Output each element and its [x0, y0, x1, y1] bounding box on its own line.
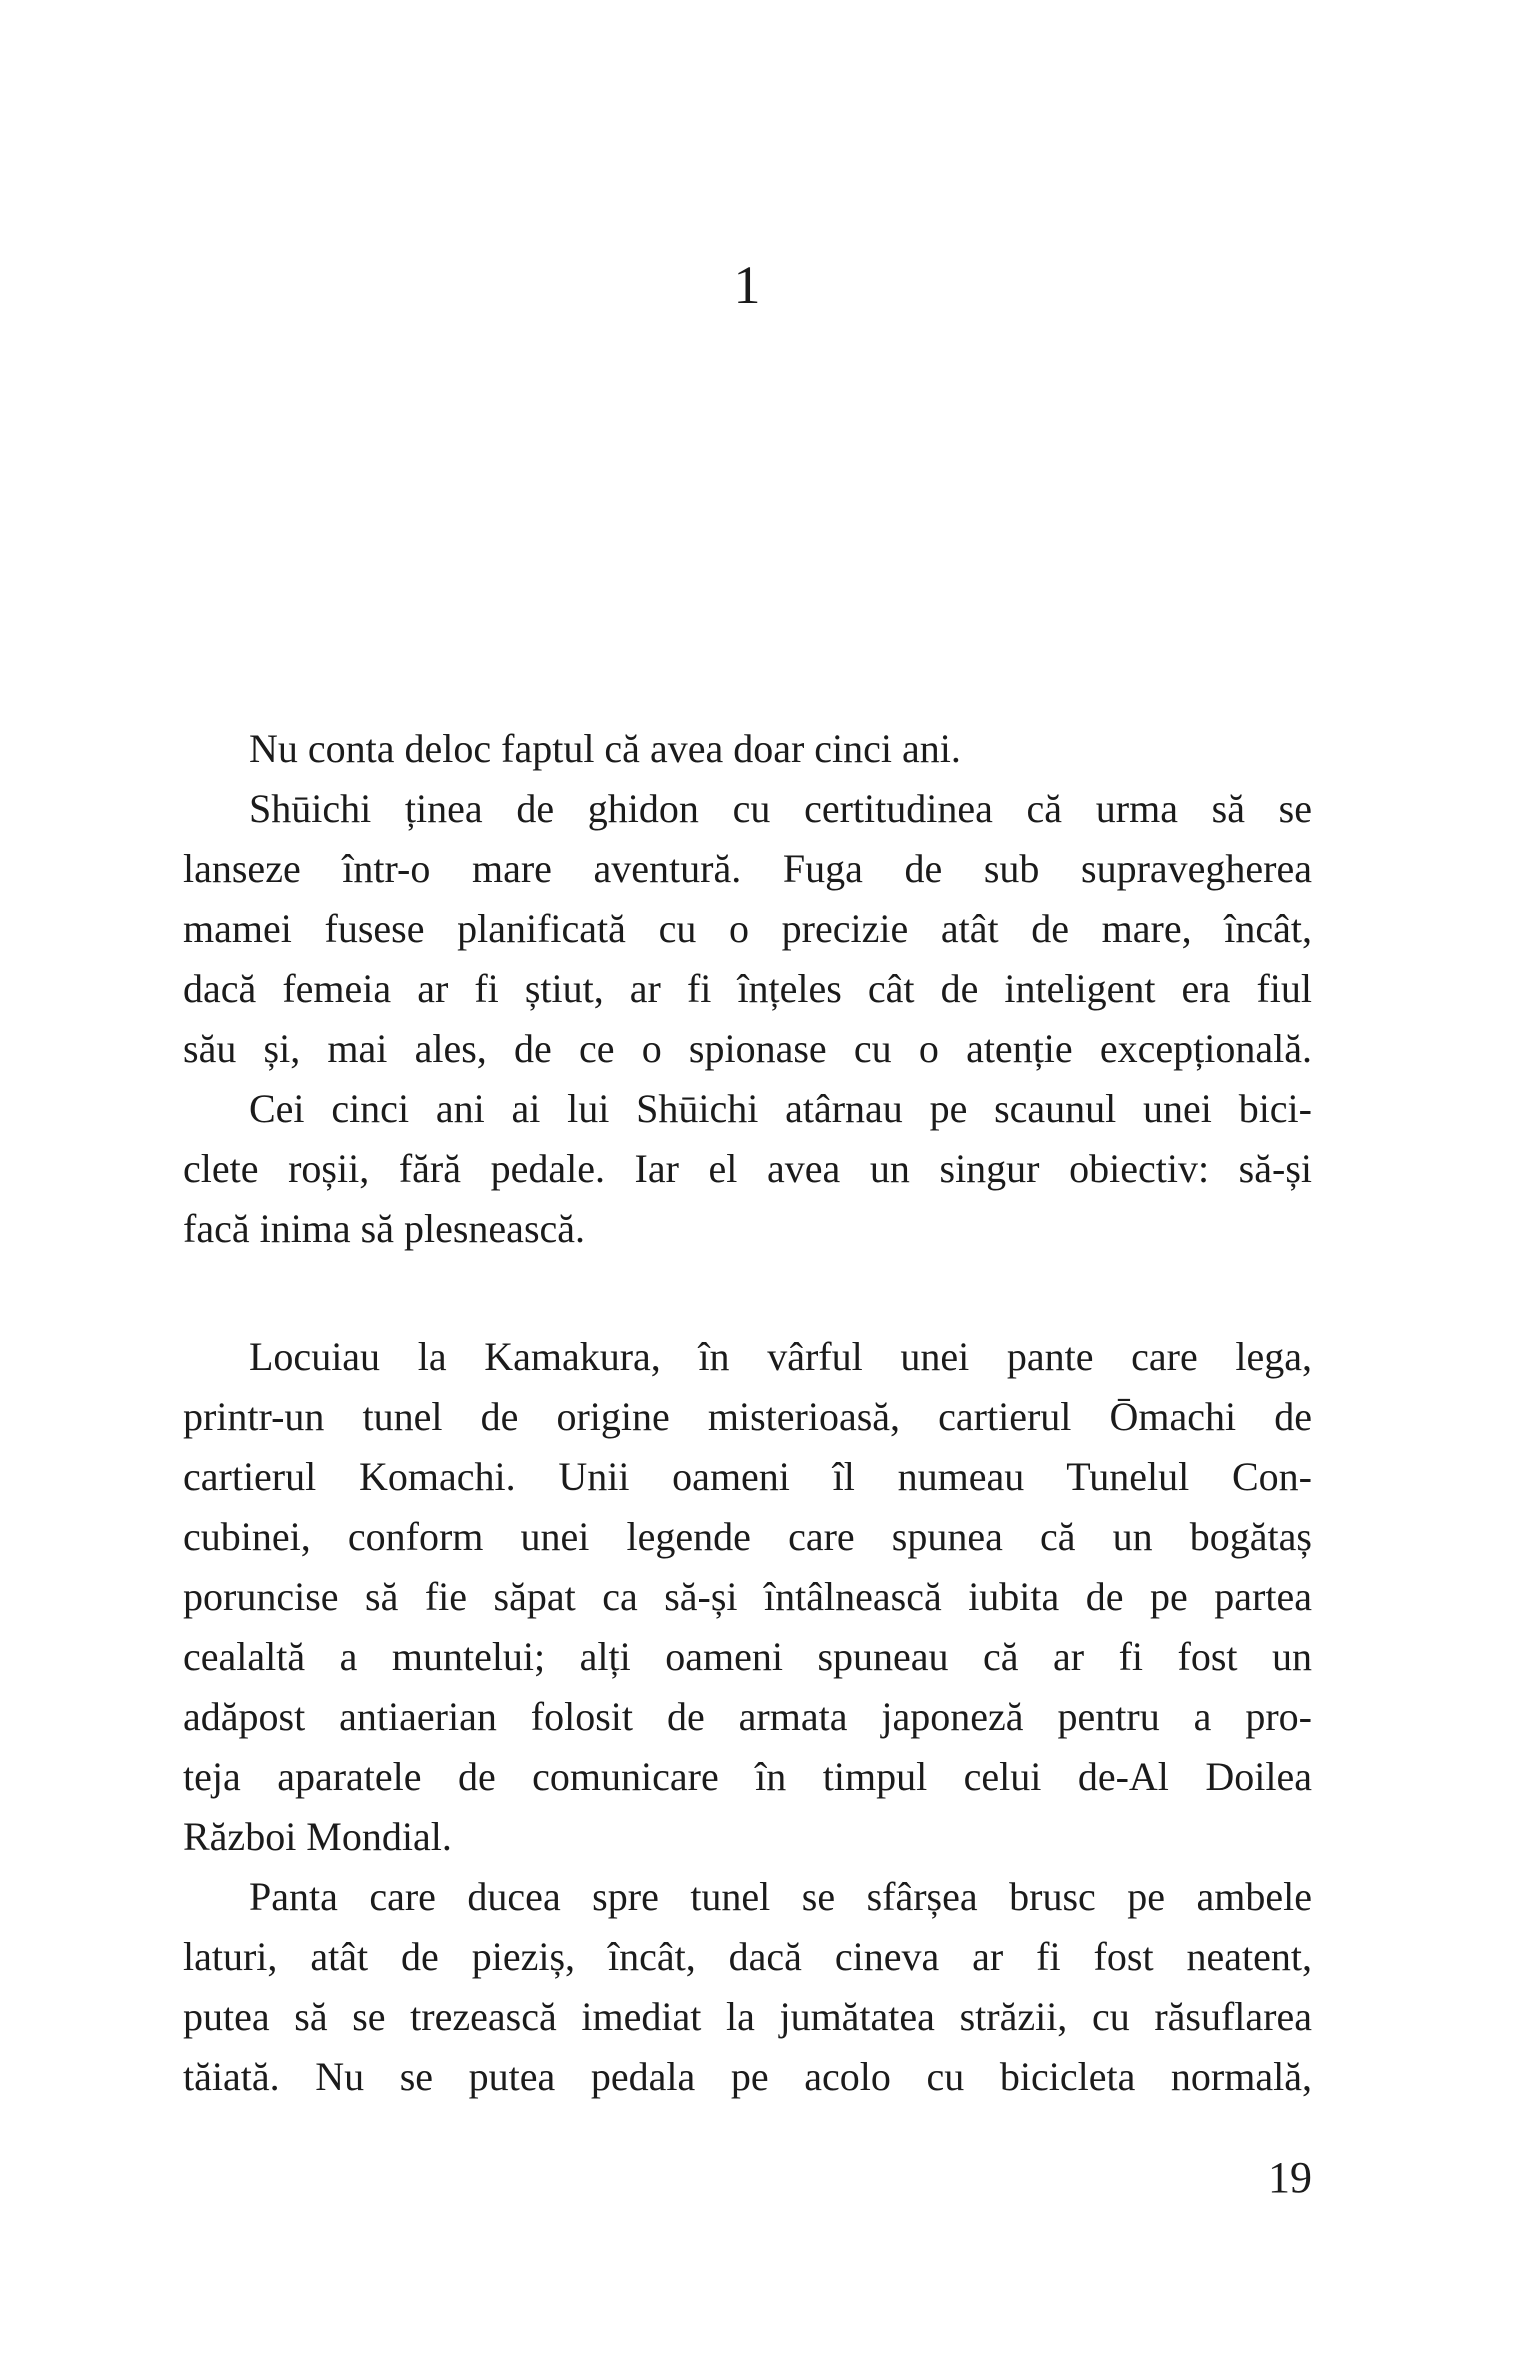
text-line: facă inima să plesnească.	[183, 1206, 586, 1251]
text-line: poruncise să fie săpat ca să-și întâlnească iubita de pe partea	[183, 1574, 1312, 1619]
paragraph	[183, 779, 1312, 1079]
chapter-number: 1	[733, 255, 762, 315]
text-line: Locuiau la Kamakura, în vârful unei pante care lega,	[249, 1334, 1312, 1379]
paragraph	[183, 1327, 1312, 1867]
text-line: Război Mondial.	[183, 1814, 452, 1859]
text-line: cartierul Komachi. Unii oameni îl numeau Tunelul Con-	[183, 1454, 1312, 1499]
text-line: mamei fusese planificată cu o precizie atât de mare, încât,	[183, 906, 1312, 951]
page-number: 19	[1268, 2153, 1312, 2202]
text-line: Shūichi ținea de ghidon cu certitudinea că urma să se	[249, 786, 1312, 831]
text-line: Panta care ducea spre tunel se sfârșea brusc pe ambele	[249, 1874, 1312, 1919]
text-line: printr-un tunel de origine misterioasă, cartierul Ōmachi de	[183, 1394, 1312, 1439]
text-line: dacă femeia ar fi știut, ar fi înțeles cât de inteligent era fiul	[183, 966, 1312, 1011]
text-line: cealaltă a muntelui; alți oameni spuneau că ar fi fost un	[183, 1634, 1312, 1679]
text-line: clete roșii, fără pedale. Iar el avea un singur obiectiv: să-și	[183, 1146, 1312, 1191]
text-line: său și, mai ales, de ce o spionase cu o atenție excepțională.	[183, 1026, 1312, 1071]
text-line: Nu conta deloc faptul că avea doar cinci ani.	[249, 726, 961, 771]
text-line: tăiată. Nu se putea pedala pe acolo cu bicicleta normală,	[183, 2054, 1312, 2099]
text-line: adăpost antiaerian folosit de armata japoneză pentru a pro-	[183, 1694, 1312, 1739]
paragraph	[183, 719, 1312, 779]
text-line: lanseze într-o mare aventură. Fuga de sub supravegherea	[183, 846, 1312, 891]
text-line: putea să se trezească imediat la jumătatea străzii, cu răsuflarea	[183, 1994, 1312, 2039]
text-line: laturi, atât de pieziș, încât, dacă cineva ar fi fost neatent,	[183, 1934, 1312, 1979]
text-line: Cei cinci ani ai lui Shūichi atârnau pe scaunul unei bici-	[249, 1086, 1312, 1131]
text-block	[183, 719, 1312, 2107]
paragraph	[183, 1867, 1312, 2107]
text-line: cubinei, conform unei legende care spunea că un bogătaș	[183, 1514, 1312, 1559]
paragraph	[183, 1079, 1312, 1259]
text-line: teja aparatele de comunicare în timpul celui de-Al Doilea	[183, 1754, 1312, 1799]
